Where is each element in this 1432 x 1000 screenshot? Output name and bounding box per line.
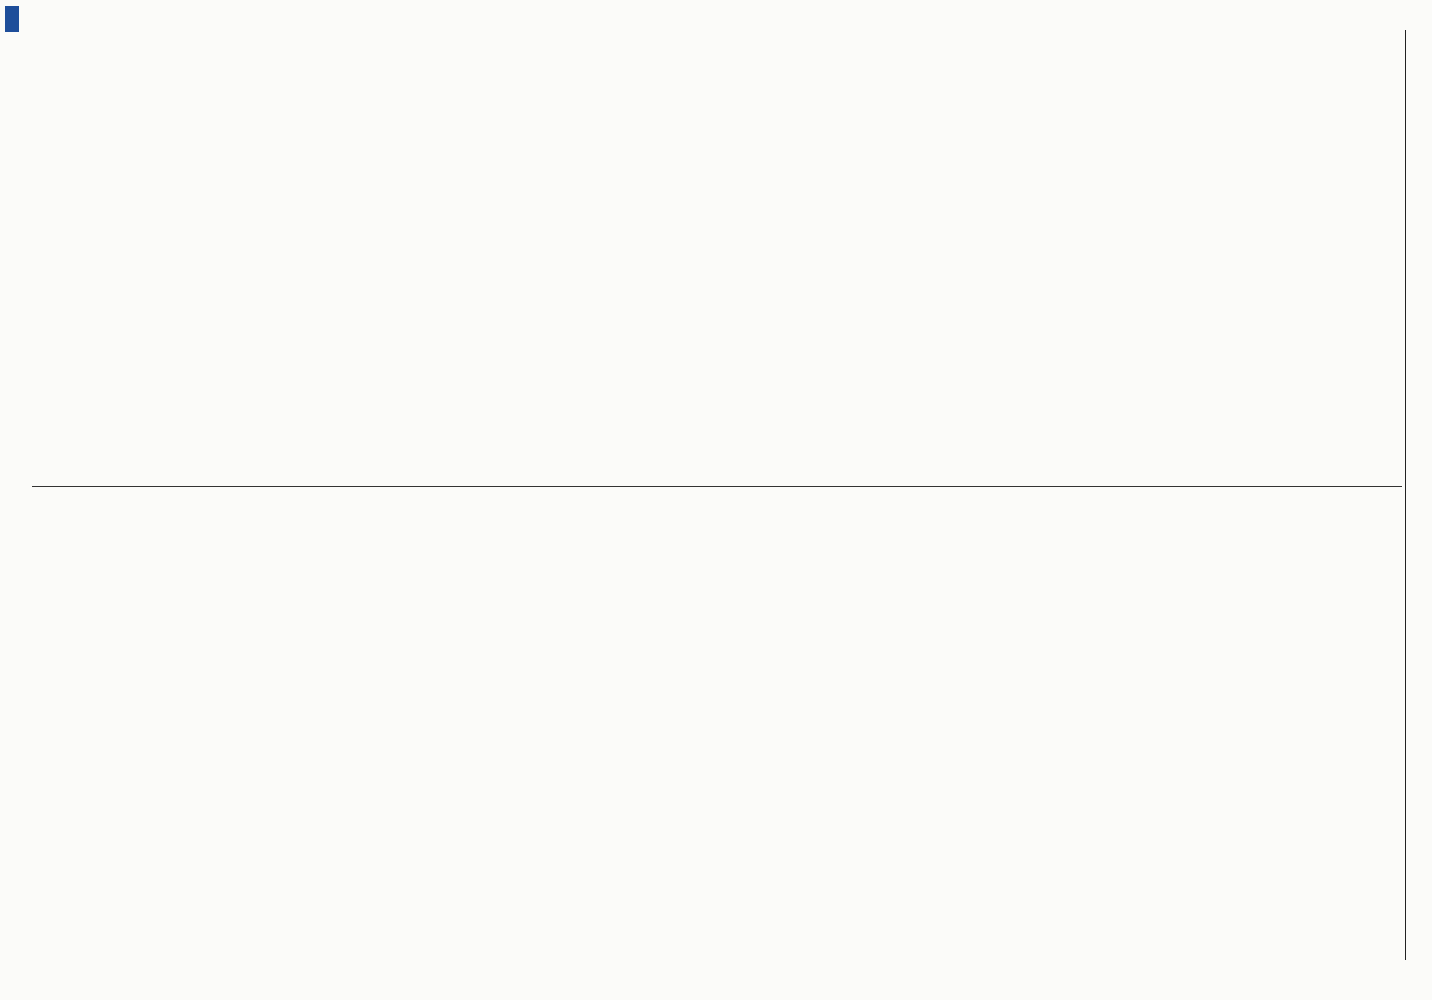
digitization-footer <box>0 0 24 1000</box>
right-text-column <box>36 508 1396 948</box>
left-text-column <box>36 38 1396 478</box>
running-header <box>1405 30 1430 960</box>
column-divider <box>32 486 1402 487</box>
dfg-logo-icon <box>5 6 19 32</box>
